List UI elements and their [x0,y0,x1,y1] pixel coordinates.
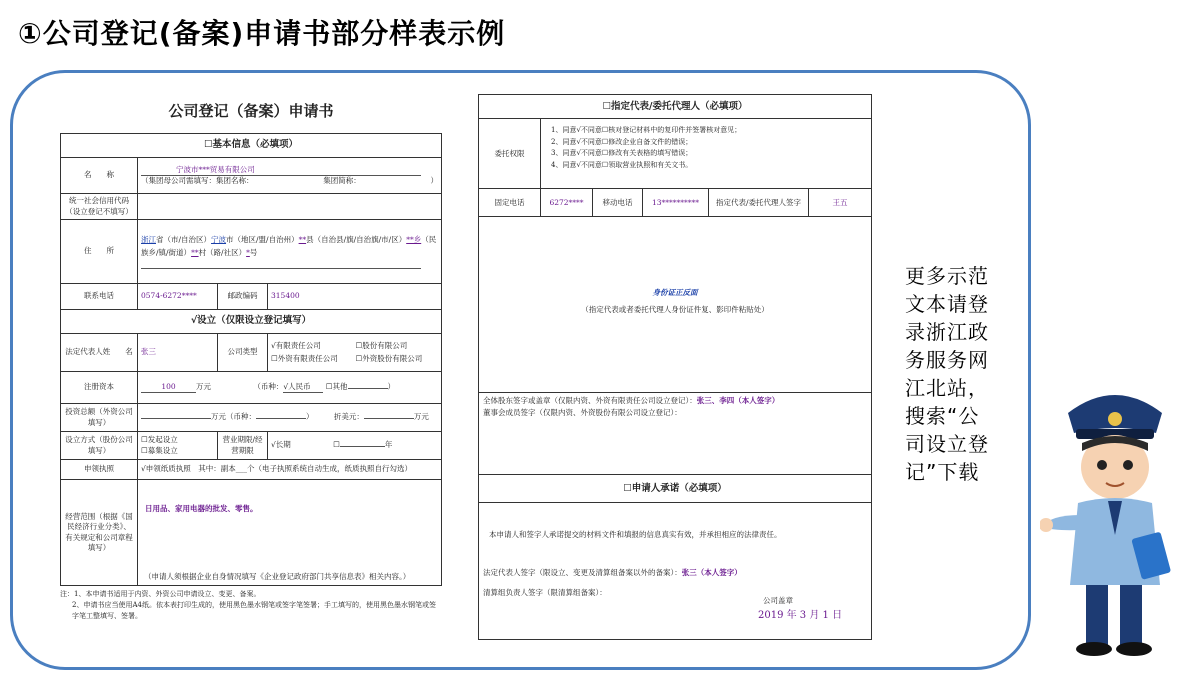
currency-rmb: √人民币 [283,382,323,393]
rep-sign-label: 法定代表人签字（限设立、变更及清算组备案以外的备案）： [483,568,682,577]
postcode-label: 邮政编码 [218,284,268,310]
type-opt-foreign-llc: ☐外资有限责任公司 [271,353,338,363]
side-note-line-8: 记”下载 [905,460,980,484]
addr-province: 浙江 [141,234,156,244]
scope-label: 经营范围（根据《国民经济行业分类》、有关规定和公司章程填写） [61,480,138,586]
method-label: 设立方式（股份公司填写） [61,432,138,460]
authority-item-2: 2、同意√不同意☐修改企业自备文件的错误； [551,137,693,146]
usd-line [364,418,414,419]
addr-number: * [246,247,250,257]
officer-illustration [1040,385,1190,660]
mobile-label: 移动电话 [593,189,643,216]
promise-text: 本申请人和签字人承诺提交的材料文件和填报的信息真实有效，并承担相应的法律责任。 [489,530,782,539]
capital-label: 注册资本 [61,372,138,404]
term-cell: √长期 ☐ 年 [268,432,442,460]
id-card-paste-area [479,217,871,393]
mobile-value: 13********** [643,189,709,216]
side-note [905,262,1005,486]
authority-row [479,119,871,189]
invest-text: 万元（币种： [211,412,256,422]
promise-header: ☐申请人承诺（必填项） [479,475,871,503]
id-card-title: 身份证正反面 [652,288,698,297]
form-notes [60,589,442,622]
basic-info-header: ☐基本信息（必填项） [61,134,442,158]
type-opt-jsc: ☐股份有限公司 [355,341,408,351]
right-application-form [478,94,872,640]
note-2: 2、申请书应当使用A4纸。依本表打印生成的，使用黑色墨水钢笔或签字笔签署；手工填写的，使用黑色墨水钢笔或签字笔工整填写、签署。 [72,600,436,620]
company-type-label: 公司类型 [218,334,268,372]
term-long: √长期 [271,440,291,450]
addr-text-5: 村（路/社区） [198,247,247,257]
license-label: 申领执照 [61,460,138,480]
director-sign-label: 董事会成员签字（仅限内资、外资股份有限公司设立登记）： [483,407,682,417]
liquidation-sign-label: 清算组负责人签字（限清算组备案）： [483,588,607,597]
side-note-line-7: 司设立登 [905,432,989,456]
method-opt-raise: ☐募集设立 [141,445,178,455]
rep-sign-value: 张三（本人签字） [681,568,742,577]
addr-town: **乡 [406,234,422,244]
establish-header: √设立（仅限设立登记填写） [61,310,442,334]
scope-value: 日用品、家用电器的批发、零售。 [145,504,258,513]
signer-value: 王五 [832,198,848,207]
addr-text-2: 市（地区/盟/自治州） [226,234,299,244]
group-note: （集团母公司需填写：集团名称： [141,176,254,185]
invest-line [141,418,211,419]
signer-label: 指定代表/委托代理人签字 [709,189,809,216]
addr-text-1: 省（市/自治区） [156,234,212,244]
note-1: 注：1、本申请书适用于内资、外资公司申请设立、变更、备案。 [60,590,261,598]
company-seal-label: 公司盖章 [763,596,793,605]
credit-code-cell [138,194,442,220]
agent-header: ☐指定代表/委托代理人（必填项） [479,95,871,119]
addr-text-3: 县（自治县/旗/自治旗/市/区） [306,234,407,244]
shareholder-sign-value: 张三、李四（本人签字） [696,396,780,405]
id-card-note: （指定代表或者委托代理人身份证件复、影印件粘贴处） [581,305,769,314]
address-extra-line [141,259,421,269]
scope-cell [138,480,442,586]
addr-village: ** [191,247,199,257]
cap-badge-icon [1108,412,1122,426]
authority-item-4: 4、同意√不同意☐领取营业执照和有关文书。 [551,160,693,169]
legal-rep-value: 张三 [138,334,218,372]
type-opt-llc: √有限责任公司 [271,341,321,351]
capital-value: 100 [141,382,196,393]
authority-item-1: 1、同意√不同意☐核对登记材料中的复印件并签署核对意见； [551,126,742,134]
authority-items [541,119,749,188]
shareholder-sign-label: 全体股东签字或盖章（仅限内资、外资有限责任公司设立登记）： [483,396,697,405]
promise-body [479,503,871,643]
addr-city: 宁波 [211,234,227,244]
scope-note: （申请人须根据企业自身情况填写《企业登记政府部门共享信息表》相关内容。） [144,571,411,581]
addr-county: ** [298,234,307,244]
left-form-title: 公司登记（备案）申请书 [168,102,334,120]
type-opt-foreign-jsc: ☐外资股份有限公司 [355,353,423,363]
side-note-line-4: 务服务网 [905,348,989,372]
name-cell [138,158,442,194]
phone-label: 联系电话 [61,284,138,310]
address-cell [138,220,442,284]
name-label: 名 称 [61,158,138,194]
side-note-line-6: 搜索“公 [905,404,980,428]
invest-cell: 万元（币种： ） 折美元： 万元 [138,404,442,432]
credit-code-label: 统一社会信用代码（设立登记不填写） [61,194,138,220]
invest-currency-line [256,418,306,419]
basic-info-table [60,133,442,586]
usd-unit: 万元 [413,412,429,422]
capital-unit: 万元 [196,381,211,391]
company-name: 宁波市***贸易有限公司 [141,165,421,176]
authority-label: 委托权限 [479,119,541,188]
invest-label: 投资总额（外资公司填写） [61,404,138,432]
currency-other-line [348,388,388,389]
phone-value: 0574-6272**** [138,284,218,310]
group-short: 集团简称： [323,176,361,185]
term-year-line [340,446,385,447]
method-options [138,432,218,460]
license-value: √申领纸质执照 其中：副本___个（电子执照系统自动生成，纸质执照自行勾选） [138,460,442,480]
capital-cell: 100 万元 （币种：√人民币 ☐其他 ） [138,372,442,404]
side-note-line-2: 文本请登 [905,292,989,316]
fixed-phone-label: 固定电话 [479,189,541,216]
method-opt-promote: ☐发起设立 [141,435,178,445]
postcode-value: 315400 [268,284,442,310]
usd-label: 折美元： [333,412,364,422]
address-label: 住 所 [61,220,138,284]
term-label: 营业期限/经营期限 [218,432,268,460]
side-note-line-1: 更多示范 [905,264,989,288]
currency-other: ☐其他 [325,381,348,391]
legal-rep-label: 法定代表人姓 名 [61,334,138,372]
company-type-options [268,334,442,372]
close-paren: ） [430,176,438,185]
shareholder-sign-area [479,393,871,475]
side-note-line-3: 录浙江政 [905,320,989,344]
term-year: 年 [384,440,393,450]
side-note-line-5: 江北站， [905,376,989,400]
sign-date: 2019 年 3 月 1 日 [758,610,843,621]
left-application-form [60,100,442,622]
contact-row [479,189,871,217]
slide-title: ①公司登记(备案)申请书部分样表示例 [18,17,506,50]
authority-item-3: 3、同意√不同意☐修改有关表格的填写错误； [551,149,693,158]
addr-text-4: （民族乡/镇/街道） [141,234,437,257]
addr-text-6: 号 [249,247,258,257]
currency-label: （币种： [253,381,284,391]
fixed-phone-value: 6272**** [541,189,593,216]
